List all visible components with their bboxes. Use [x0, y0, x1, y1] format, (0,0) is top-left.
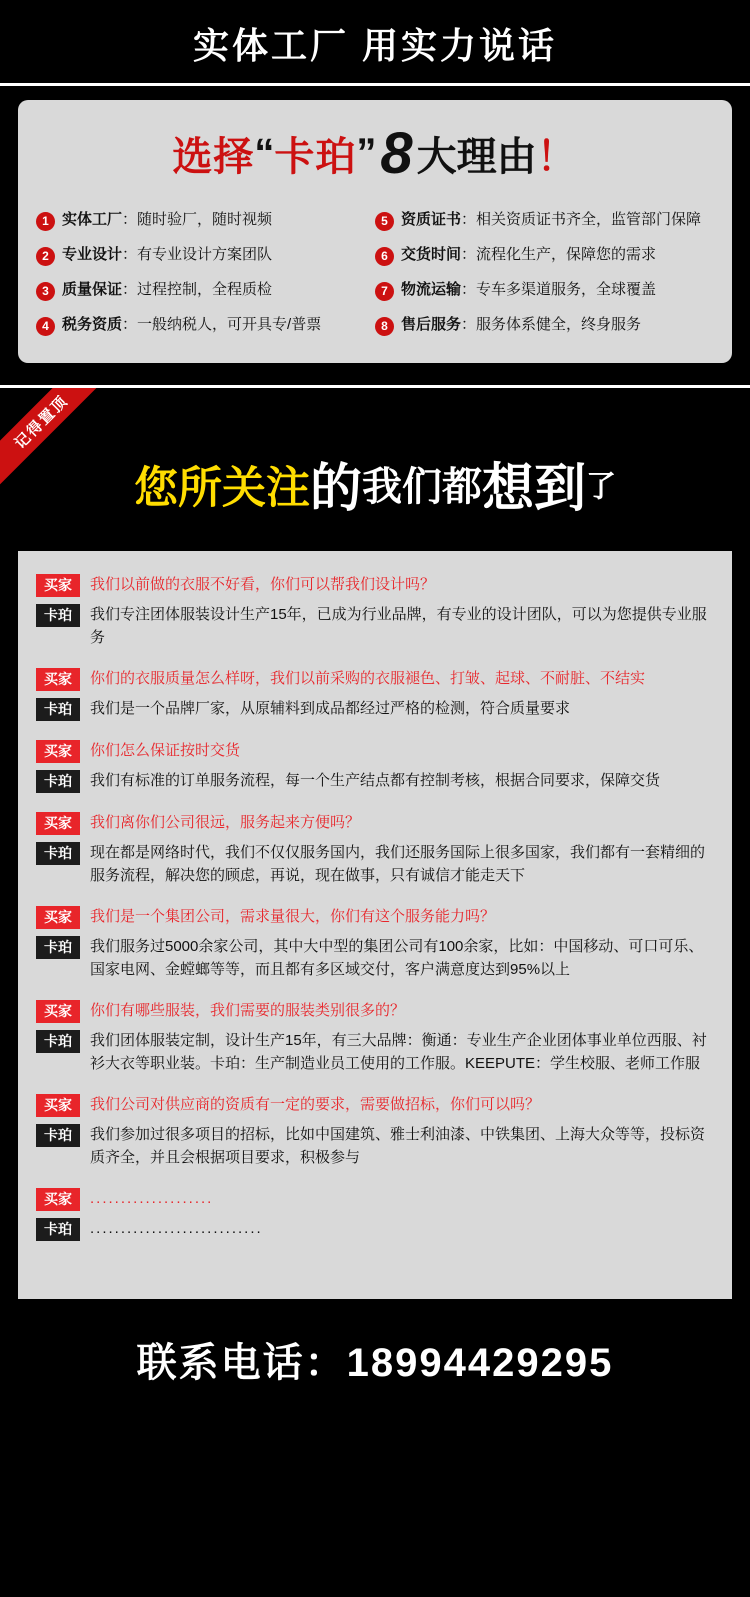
reason-item	[36, 203, 375, 238]
reason-item	[375, 203, 714, 238]
qa-question-text: 我们以前做的衣服不好看，你们可以帮我们设计吗？	[90, 576, 436, 593]
buyer-tag: 买家	[36, 906, 80, 929]
qa-question-row	[36, 667, 714, 691]
headline-brand: 卡珀	[274, 135, 357, 179]
qa-answer-text: 我们团体服装定制，设计生产15年，有三大品牌：衡通：专业生产企业团体事业单位西服、衬衫大衣等职业装。卡珀：生产制造业员工使用的工作服。KEEPUTE：学生校服、老师工作服	[90, 1032, 707, 1072]
buyer-tag: 买家	[36, 574, 80, 597]
reason-title: 交货时间	[401, 246, 462, 263]
qa-block	[36, 811, 714, 887]
reason-desc: 相关资质证书齐全，监管部门保障	[476, 211, 702, 228]
qa-answer-text: 我们是一个品牌厂家，从原辅料到成品都经过严格的检测，符合质量要求	[90, 700, 571, 717]
qa-question-row	[36, 811, 714, 835]
brand-tag: 卡珀	[36, 1124, 80, 1147]
headline-reasons-text: 大理由	[416, 135, 537, 179]
reasons-card	[18, 100, 732, 363]
qa-question-row	[36, 1093, 714, 1117]
reason-desc: 一般纳税人，可开具专/普票	[137, 316, 322, 333]
qa-answer-row	[36, 769, 714, 793]
reason-text: 税务资质：一般纳税人，可开具专/普票	[62, 316, 322, 333]
reason-number-badge: 2	[36, 247, 55, 266]
buyer-tag: 买家	[36, 1094, 80, 1117]
reason-text: 专业设计：有专业设计方案团队	[62, 246, 273, 263]
qa-question-text: 你们有哪些服装，我们需要的服装类别很多的？	[90, 1002, 406, 1019]
reason-item	[36, 273, 375, 308]
headline-select-text: 选择	[172, 135, 255, 179]
reason-number-badge: 4	[36, 317, 55, 336]
page-title: 实体工厂 用实力说话	[192, 25, 557, 66]
qa-answer-text: 现在都是网络时代，我们不仅仅服务国内，我们还服务国际上很多国家，我们都有一套精细的服务流程，解决您的顾虑，再说，现在做事，只有诚信才能走天下	[90, 844, 706, 884]
reason-item	[36, 308, 375, 343]
headline-part-thought: 想到	[482, 460, 587, 518]
reason-title: 售后服务	[401, 316, 462, 333]
brand-tag: 卡珀	[36, 770, 80, 793]
qa-question-text: 你们的衣服质量怎么样呀，我们以前采购的衣服褪色、打皱、起球、不耐脏、不结实	[90, 670, 646, 687]
qa-block	[36, 1187, 714, 1241]
headline-part-concern: 您所关注	[133, 463, 310, 513]
qa-question-text: 我们离你们公司很远，服务起来方便吗？	[90, 814, 361, 831]
qa-answer-row	[36, 1029, 714, 1075]
reason-text: 交货时间：流程化生产，保障您的需求	[401, 246, 657, 263]
headline-part-we: 我们都	[362, 465, 482, 509]
headline-number-eight: 8	[380, 121, 413, 186]
top-banner-section	[0, 0, 750, 385]
qa-answer-row	[36, 697, 714, 721]
qa-answer-text: ............................	[90, 1220, 263, 1237]
reason-desc: 随时验厂，随时视频	[137, 211, 273, 228]
reason-desc: 专车多渠道服务，全球覆盖	[476, 281, 657, 298]
qa-question-text: 我们是一个集团公司，需求量很大，你们有这个服务能力吗？	[90, 908, 496, 925]
qa-question-text: 我们公司对供应商的资质有一定的要求，需要做招标，你们可以吗？	[90, 1096, 541, 1113]
qa-question-row	[36, 1187, 714, 1211]
reason-text: 实体工厂：随时验厂，随时视频	[62, 211, 273, 228]
qa-section	[0, 388, 750, 1299]
qa-question-row	[36, 905, 714, 929]
qa-question-text: 你们怎么保证按时交货	[90, 742, 241, 759]
qa-block	[36, 573, 714, 649]
brand-tag: 卡珀	[36, 698, 80, 721]
qa-block	[36, 905, 714, 981]
reason-number-badge: 8	[375, 317, 394, 336]
reason-number-badge: 1	[36, 212, 55, 231]
qa-card	[18, 551, 732, 1299]
qa-block	[36, 739, 714, 793]
qa-answer-row	[36, 1217, 714, 1241]
reason-title: 资质证书	[401, 211, 462, 228]
reasons-headline	[36, 118, 714, 203]
divider	[0, 83, 750, 86]
reason-number-badge: 3	[36, 282, 55, 301]
reason-desc: 过程控制，全程质检	[137, 281, 273, 298]
qa-answer-row	[36, 1123, 714, 1169]
reason-title: 质量保证	[62, 281, 123, 298]
reason-item	[36, 238, 375, 273]
reason-text: 物流运输：专车多渠道服务，全球覆盖	[401, 281, 657, 298]
qa-block	[36, 1093, 714, 1169]
reason-desc: 有专业设计方案团队	[137, 246, 273, 263]
brand-tag: 卡珀	[36, 842, 80, 865]
buyer-tag: 买家	[36, 1188, 80, 1211]
buyer-tag: 买家	[36, 668, 80, 691]
qa-answer-row	[36, 603, 714, 649]
qa-question-text: ....................	[90, 1190, 214, 1207]
qa-answer-row	[36, 935, 714, 981]
brand-tag: 卡珀	[36, 936, 80, 959]
reason-number-badge: 6	[375, 247, 394, 266]
brand-tag: 卡珀	[36, 604, 80, 627]
brand-tag: 卡珀	[36, 1030, 80, 1053]
headline-exclamation: ！	[536, 135, 578, 179]
reason-item	[375, 273, 714, 308]
headline-quote-close: ”	[356, 131, 377, 175]
headline-quote-open: “	[254, 131, 275, 175]
qa-answer-text: 我们有标准的订单服务流程，每一个生产结点都有控制考核，根据合同要求，保障交货	[90, 772, 661, 789]
reason-desc: 流程化生产，保障您的需求	[476, 246, 657, 263]
qa-question-row	[36, 573, 714, 597]
headline-part-le: 了	[586, 470, 617, 504]
brand-tag: 卡珀	[36, 1218, 80, 1241]
qa-headline	[0, 400, 750, 551]
qa-answer-row	[36, 841, 714, 887]
buyer-tag: 买家	[36, 740, 80, 763]
reason-title: 实体工厂	[62, 211, 123, 228]
qa-block	[36, 999, 714, 1075]
buyer-tag: 买家	[36, 1000, 80, 1023]
reason-item	[375, 238, 714, 273]
qa-block	[36, 667, 714, 721]
reason-desc: 服务体系健全，终身服务	[476, 316, 642, 333]
buyer-tag: 买家	[36, 812, 80, 835]
reason-text: 资质证书：相关资质证书齐全，监管部门保障	[401, 211, 702, 228]
headline-part-de: 的	[309, 460, 362, 518]
qa-question-row	[36, 739, 714, 763]
reason-number-badge: 7	[375, 282, 394, 301]
reason-number-badge: 5	[375, 212, 394, 231]
reason-title: 税务资质	[62, 316, 123, 333]
reason-text: 售后服务：服务体系健全，终身服务	[401, 316, 642, 333]
qa-question-row	[36, 999, 714, 1023]
qa-answer-text: 我们服务过5000余家公司，其中大中型的集团公司有100余家，比如：中国移动、可口可乐、国家电网、金螳螂等等，而且都有多区域交付，客户满意度达到95%以上	[90, 938, 704, 978]
contact-phone: 联系电话：18994429295	[0, 1299, 750, 1424]
reasons-grid	[36, 203, 714, 343]
qa-answer-text: 我们参加过很多项目的招标，比如中国建筑、雅士利油漆、中铁集团、上海大众等等，投标资质齐全，并且会根据项目要求，积极参与	[90, 1126, 706, 1166]
qa-answer-text: 我们专注团体服装设计生产15年，已成为行业品牌，有专业的设计团队，可以为您提供专业服务	[90, 606, 707, 646]
reason-item	[375, 308, 714, 343]
reason-title: 物流运输	[401, 281, 462, 298]
reason-text: 质量保证：过程控制，全程质检	[62, 281, 273, 298]
corner-ribbon: 记得置顶	[0, 388, 105, 485]
reason-title: 专业设计	[62, 246, 123, 263]
